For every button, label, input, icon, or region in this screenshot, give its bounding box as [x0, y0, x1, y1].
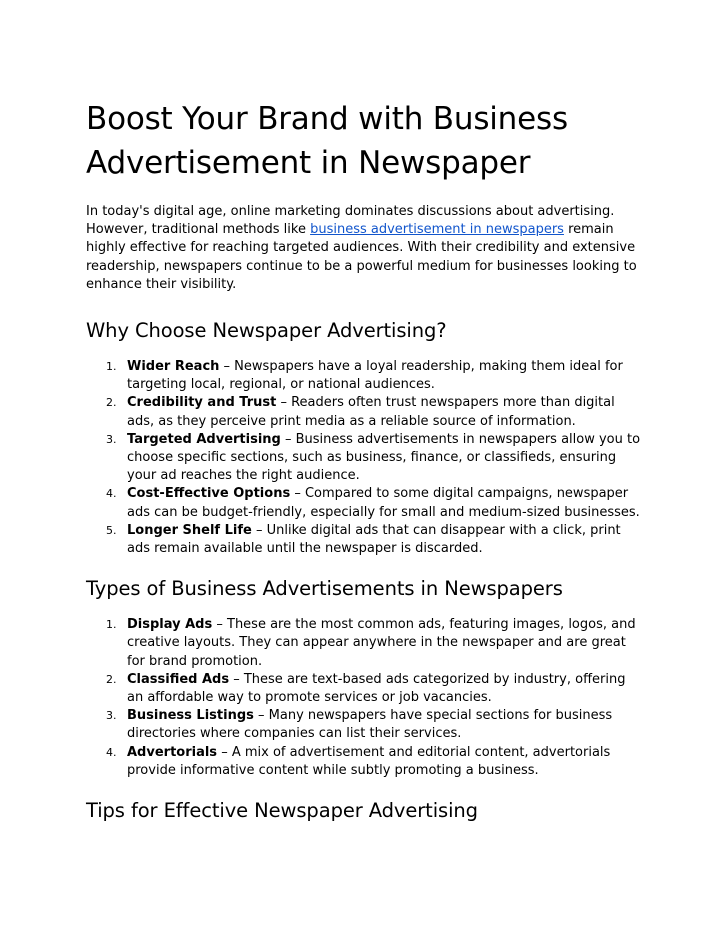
- list-item: [86, 616, 642, 671]
- list-item: [86, 522, 642, 558]
- list-item-term: Longer Shelf Life: [127, 522, 252, 538]
- types-list: [86, 616, 642, 780]
- section-heading-types: Types of Business Advertisements in Newspapers: [86, 577, 563, 601]
- list-item: [86, 671, 642, 707]
- list-item: [86, 744, 642, 780]
- list-item-text: – Business advertisements in newspapers allow you to choose specific sections, such as business, finance, or classifieds, ensuring your ad reaches the right audience.: [127, 431, 641, 484]
- list-item-text: – Readers often trust newspapers more than digital ads, as they perceive print media as a reliable source of information.: [127, 395, 615, 429]
- document-page: [86, 97, 642, 824]
- list-number: 1.: [106, 360, 117, 374]
- list-item: [86, 431, 642, 486]
- list-item-text: – These are text-based ads categorized by industry, offering an affordable way to promote services or job vacancies.: [127, 671, 626, 706]
- list-item-term: Business Listings: [127, 708, 254, 724]
- intro-paragraph: [86, 203, 642, 294]
- business-advertisement-link[interactable]: business advertisement in newspapers: [310, 222, 564, 238]
- intro-text-after-link: remain highly effective for reaching targeted audiences. With their credibility and extensive readership, newspapers continue to be a powerful medium for businesses looking to enhance their visibility.: [86, 222, 637, 292]
- list-item-term: Wider Reach: [127, 359, 220, 375]
- list-item: [86, 485, 642, 521]
- list-number: 1.: [106, 618, 117, 632]
- list-item-text: – Unlike digital ads that can disappear with a click, print ads remain available until the newspaper is discarded.: [127, 522, 621, 557]
- list-item: [86, 358, 642, 394]
- list-number: 5.: [106, 523, 117, 537]
- page-title: Boost Your Brand with Business Advertisement in Newspaper: [86, 101, 568, 181]
- list-item-term: Display Ads: [127, 617, 213, 633]
- list-item-text: – Compared to some digital campaigns, newspaper ads can be budget-friendly, especially for small and medium-sized businesses.: [127, 486, 640, 520]
- list-item-term: Targeted Advertising: [127, 431, 281, 447]
- section-heading-tips: Tips for Effective Newspaper Advertising: [86, 799, 478, 823]
- list-item-term: Advertorials: [127, 744, 218, 760]
- list-number: 4.: [106, 487, 117, 501]
- list-item-term: Cost-Effective Options: [127, 486, 291, 502]
- list-number: 3.: [106, 432, 117, 446]
- list-number: 3.: [106, 709, 117, 723]
- why-choose-list: [86, 358, 642, 558]
- list-item-text: – Many newspapers have special sections for business directories where companies can list their services.: [127, 708, 613, 742]
- list-item: [86, 707, 642, 743]
- list-item-text: – A mix of advertisement and editorial content, advertorials provide informative content while subtly promoting a business.: [127, 744, 611, 778]
- list-item: [86, 394, 642, 430]
- list-number: 4.: [106, 745, 117, 759]
- list-item-term: Classified Ads: [127, 671, 230, 687]
- section-heading-why-choose: Why Choose Newspaper Advertising?: [86, 319, 447, 343]
- list-number: 2.: [106, 672, 117, 686]
- intro-text-before-link: In today's digital age, online marketing dominates discussions about advertising. However, traditional methods like: [86, 204, 615, 238]
- list-item-text: – These are the most common ads, featuring images, logos, and creative layouts. They can appear anywhere in the newspaper and are great for brand promotion.: [127, 617, 636, 669]
- list-item-term: Credibility and Trust: [127, 395, 277, 411]
- list-number: 2.: [106, 396, 117, 410]
- list-item-text: – Newspapers have a loyal readership, making them ideal for targeting local, regional, or national audiences.: [127, 359, 623, 393]
